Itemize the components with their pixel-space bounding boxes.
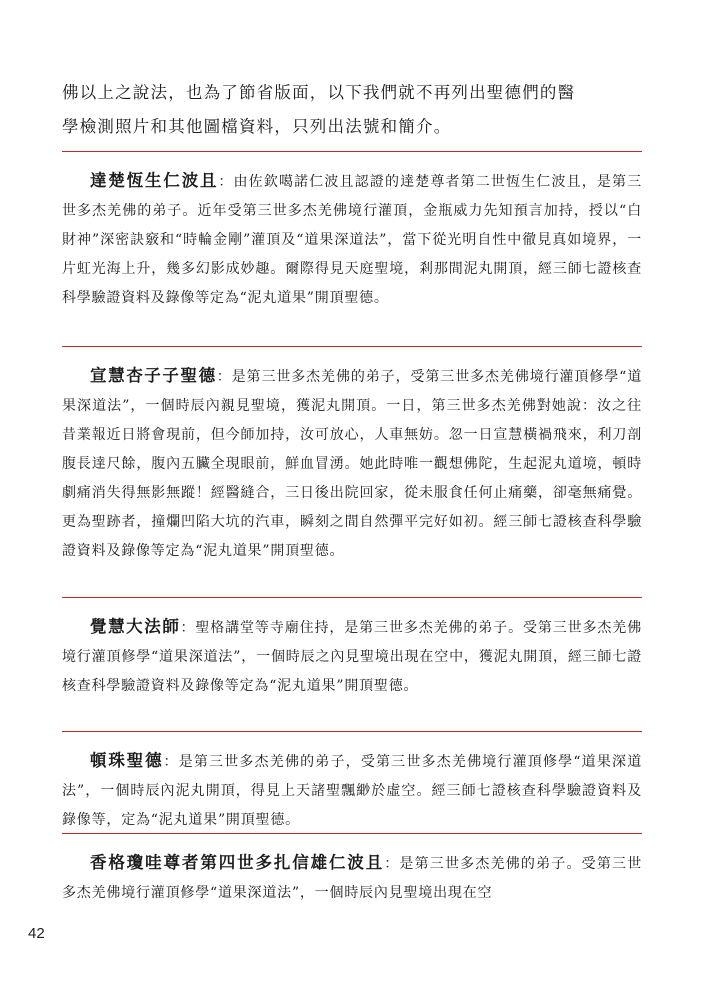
red-divider — [62, 597, 642, 598]
entry-description: ：由佐欽噶諾仁波且認證的達楚尊者第二世恆生仁波且，是第三世多杰羌佛的弟子。近年受第三世多杰羌佛境行灌頂，金瓶威力先知預言加持，授以“白財神”深密訣竅和“時輪金剛”灌頂及“道果深道法”，當下從光明自性中徹見真如境界，一片虹光海上升，幾多幻影成妙趣。爾際得見天庭聖境，剎那間泥丸開頂，經三師七證核查科學驗證資料及錄像等定為“泥丸道果”開頂聖德。 — [62, 174, 642, 306]
entry-text — [62, 612, 642, 701]
red-divider — [62, 833, 642, 834]
entry-description: ：是第三世多杰羌佛的弟子，受第三世多杰羌佛境行灌頂修學“道果深道法”，一個時辰內泥丸開頂，得見上天諸聖飄緲於虛空。經三師七證核查科學驗證資料及錄像等，定為“泥丸道果”開頂聖德。 — [62, 754, 642, 828]
entry-dachu-hengsheng — [62, 151, 642, 313]
intro-line-2: 學檢測照片和其他圖檔資料，只列出法號和簡介。 — [62, 117, 452, 136]
entry-dunzhu — [62, 731, 642, 835]
entry-name: 香格瓊哇尊者第四世多扎信雄仁波且 — [90, 853, 385, 872]
page-number: 42 — [28, 925, 45, 942]
entry-name: 覺慧大法師 — [90, 617, 181, 636]
entry-description: ：是第三世多杰羌佛的弟子，受第三世多杰羌佛境行灌頂修學“道果深道法”，一個時辰內親見聖境，獲泥丸開頂。一日，第三世多杰羌佛對她說：汝之往昔業報近日將會現前，但今師加持，汝可放心，人車無妨。忽一日宣慧橫禍飛來，利刀剖腹長達尺餘，腹內五臟全現眼前，鮮血冒湧。她此時唯一觀想佛陀，生起泥丸道境，頓時劇痛消失得無影無蹤！經醫縫合，三日後出院回家，從未服食任何止痛藥，卻毫無痛覺。更為聖跡者，撞爛凹陷大坑的汽車，瞬刻之間自然彈平完好如初。經三師七證核查科學驗證資料及錄像等定為“泥丸道果”開頂聖德。 — [62, 369, 643, 559]
red-divider — [62, 731, 642, 732]
entry-text — [62, 848, 642, 908]
entry-text — [62, 361, 642, 566]
intro-line-1: 佛以上之說法，也為了節省版面，以下我們就不再列出聖德們的醫 — [62, 83, 576, 102]
entry-name: 宣慧杏子子聖德 — [90, 366, 217, 385]
entry-text — [62, 166, 642, 313]
red-divider — [62, 151, 642, 152]
red-divider — [62, 346, 642, 347]
entry-xianggequngwa — [62, 833, 642, 908]
entry-text — [62, 746, 642, 835]
entry-juehui — [62, 597, 642, 701]
entry-name: 頓珠聖德 — [90, 751, 164, 770]
entry-xuanhui — [62, 346, 642, 566]
intro-paragraph — [62, 76, 642, 144]
entry-name: 達楚恆生仁波且 — [90, 171, 219, 190]
entry-description: ：是第三世多杰羌佛的弟子。受第三世多杰羌佛境行灌頂修學“道果深道法”，一個時辰內見聖境出現在空 — [62, 856, 642, 901]
entry-description: ：聖格講堂等寺廟住持，是第三世多杰羌佛的弟子。受第三世多杰羌佛境行灌頂修學“道果深道法”，一個時辰之內見聖境出現在空中，獲泥丸開頂，經三師七證核查科學驗證資料及錄像等定為“泥丸道果”開頂聖德。 — [62, 620, 642, 694]
